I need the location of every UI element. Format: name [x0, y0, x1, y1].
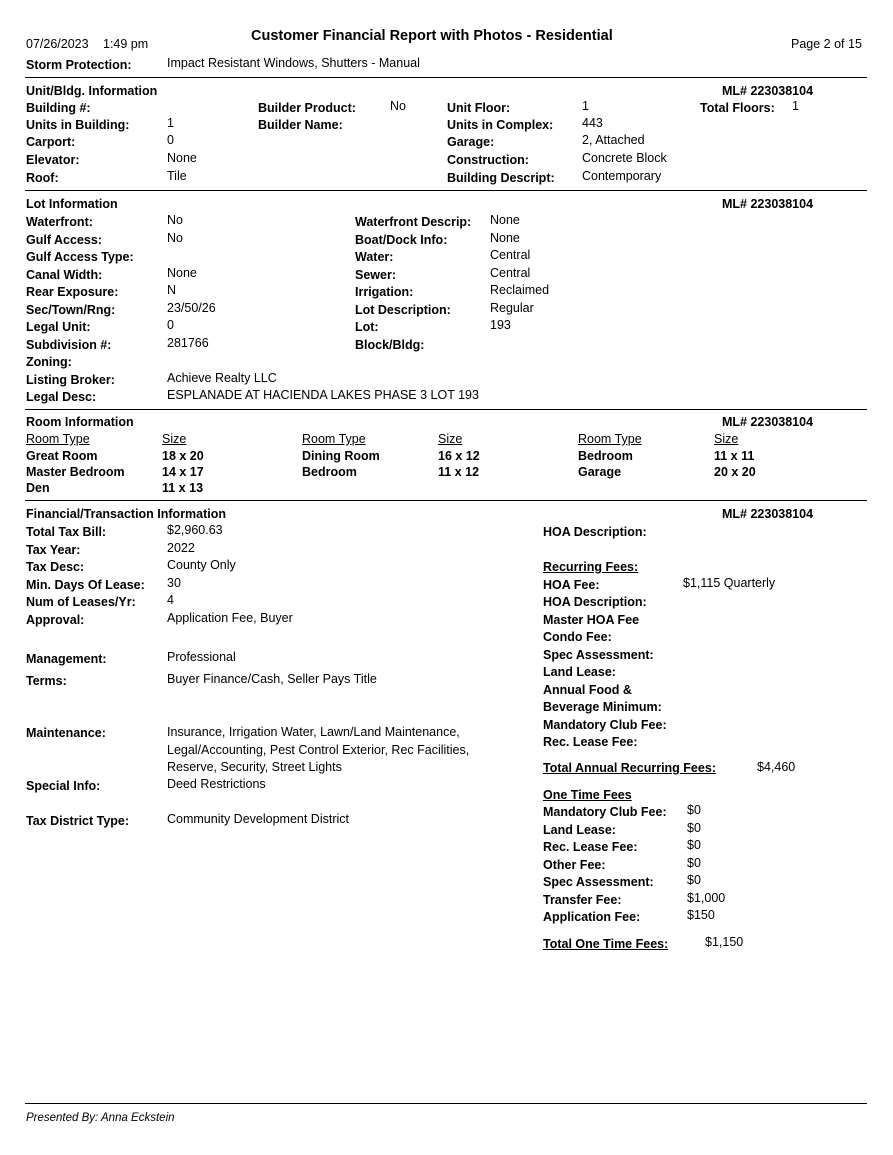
field-value: Central [490, 248, 531, 262]
room-type-header: Room Type [302, 432, 366, 446]
room-type: Den [26, 481, 50, 495]
divider [25, 500, 867, 501]
field-value: ESPLANADE AT HACIENDA LAKES PHASE 3 LOT 193 [167, 388, 479, 402]
field-label: Other Fee: [543, 858, 606, 872]
field-label: Irrigation: [355, 285, 414, 299]
field-label: HOA Description: [543, 525, 647, 539]
field-label: Listing Broker: [26, 373, 115, 387]
field-value: Achieve Realty LLC [167, 371, 277, 385]
field-label: Rec. Lease Fee: [543, 735, 638, 749]
field-label: Canal Width: [26, 268, 103, 282]
field-value: $0 [687, 873, 701, 887]
field-value: Professional [167, 650, 236, 664]
field-label: Tax Year: [26, 543, 81, 557]
field-label: Transfer Fee: [543, 893, 622, 907]
field-label: Spec Assessment: [543, 648, 654, 662]
field-label: Builder Name: [258, 118, 343, 132]
report-time: 1:49 pm [103, 37, 149, 51]
ml-number: ML# 223038104 [722, 415, 814, 429]
divider [25, 77, 867, 78]
room-size-header: Size [438, 432, 463, 446]
field-value: None [167, 266, 197, 280]
total-one-time-value: $1,150 [705, 935, 744, 949]
room-size: 11 x 13 [162, 481, 204, 495]
field-value: 30 [167, 576, 181, 590]
field-label: Num of Leases/Yr: [26, 595, 136, 609]
ml-number: ML# 223038104 [722, 84, 814, 98]
field-value: 1 [792, 99, 799, 113]
field-value: No [167, 231, 183, 245]
field-label: HOA Description: [543, 595, 647, 609]
room-size-header: Size [162, 432, 187, 446]
field-value: $1,000 [687, 891, 726, 905]
field-value: None [167, 151, 197, 165]
field-label: Approval: [26, 613, 85, 627]
field-label: Subdivision #: [26, 338, 112, 352]
field-value: Reclaimed [490, 283, 550, 297]
field-label: Gulf Access Type: [26, 250, 134, 264]
field-value: 2022 [167, 541, 195, 555]
field-label: Terms: [26, 674, 67, 688]
room-size: 11 x 11 [714, 449, 755, 463]
field-value: 0 [167, 133, 174, 147]
room-type: Dining Room [302, 449, 380, 463]
field-value: $2,960.63 [167, 523, 223, 537]
field-label: Management: [26, 652, 107, 666]
room-type-header: Room Type [578, 432, 642, 446]
room-size: 20 x 20 [714, 465, 756, 479]
field-label: Water: [355, 250, 394, 264]
field-value: Deed Restrictions [167, 777, 266, 791]
field-label: Land Lease: [543, 823, 616, 837]
field-value: Reserve, Security, Street Lights [167, 760, 342, 774]
report-date: 07/26/2023 [26, 37, 89, 51]
room-type: Great Room [26, 449, 98, 463]
field-value: Central [490, 266, 531, 280]
report-title: Customer Financial Report with Photos - Residential [251, 28, 613, 44]
field-label: Mandatory Club Fee: [543, 805, 667, 819]
field-value: None [490, 213, 520, 227]
field-value: Regular [490, 301, 534, 315]
storm-protection-label: Storm Protection: [26, 58, 132, 72]
field-value: 23/50/26 [167, 301, 216, 315]
field-label: Min. Days Of Lease: [26, 578, 145, 592]
field-label: Construction: [447, 153, 529, 167]
total-recurring-label: Total Annual Recurring Fees: [543, 761, 716, 775]
field-label: Rec. Lease Fee: [543, 840, 638, 854]
room-type: Bedroom [302, 465, 357, 479]
field-value: No [390, 99, 406, 113]
field-label: Garage: [447, 135, 495, 149]
recurring-fees-header: Recurring Fees: [543, 560, 639, 574]
field-value: $0 [687, 838, 701, 852]
field-value: Contemporary [582, 169, 662, 183]
field-label: Builder Product: [258, 101, 356, 115]
field-value: Application Fee, Buyer [167, 611, 293, 625]
field-value: Legal/Accounting, Pest Control Exterior, Rec Facilities, [167, 743, 470, 757]
field-label: Legal Unit: [26, 320, 91, 334]
field-label: Legal Desc: [26, 390, 97, 404]
field-value: $0 [687, 856, 701, 870]
field-label: Carport: [26, 135, 76, 149]
field-label: Total Tax Bill: [26, 525, 107, 539]
field-value: 443 [582, 116, 603, 130]
room-type: Master Bedroom [26, 465, 125, 479]
field-value: 281766 [167, 336, 209, 350]
field-value: 1 [167, 116, 174, 130]
total-one-time-label: Total One Time Fees: [543, 937, 669, 951]
field-value: Tile [167, 169, 187, 183]
field-label: Units in Building: [26, 118, 130, 132]
field-label: Units in Complex: [447, 118, 554, 132]
field-label: Tax Desc: [26, 560, 85, 574]
field-value: County Only [167, 558, 236, 572]
field-value: None [490, 231, 520, 245]
storm-protection-value: Impact Resistant Windows, Shutters - Manual [167, 56, 420, 70]
field-value: 0 [167, 318, 174, 332]
section-title: Financial/Transaction Information [26, 507, 227, 521]
field-label: Waterfront Descrip: [355, 215, 472, 229]
field-value: $150 [687, 908, 715, 922]
field-value: N [167, 283, 177, 297]
field-label: Condo Fee: [543, 630, 612, 644]
section-title: Unit/Bldg. Information [26, 84, 158, 98]
field-label: Boat/Dock Info: [355, 233, 448, 247]
field-label: Gulf Access: [26, 233, 102, 247]
field-value: Insurance, Irrigation Water, Lawn/Land Maintenance, [167, 725, 460, 739]
field-label: Spec Assessment: [543, 875, 654, 889]
ml-number: ML# 223038104 [722, 507, 814, 521]
room-type: Garage [578, 465, 622, 479]
field-label: Maintenance: [26, 726, 106, 740]
field-value: 2, Attached [582, 133, 645, 147]
field-label: Tax District Type: [26, 814, 130, 828]
field-value: 193 [490, 318, 511, 332]
field-value: Concrete Block [582, 151, 667, 165]
field-label: Building #: [26, 101, 91, 115]
section-title: Lot Information [26, 197, 118, 211]
divider [25, 190, 867, 191]
field-label: Special Info: [26, 779, 101, 793]
room-size: 16 x 12 [438, 449, 480, 463]
field-label: Beverage Minimum: [543, 700, 662, 714]
field-label: Zoning: [26, 355, 72, 369]
field-label: Lot: [355, 320, 379, 334]
room-size: 14 x 17 [162, 465, 204, 479]
field-value: 1 [582, 99, 589, 113]
field-label: Sewer: [355, 268, 396, 282]
room-type-header: Room Type [26, 432, 90, 446]
field-label: HOA Fee: [543, 578, 600, 592]
field-label: Unit Floor: [447, 101, 511, 115]
field-value: $0 [687, 803, 701, 817]
room-type: Bedroom [578, 449, 633, 463]
field-value: 4 [167, 593, 174, 607]
field-label: Mandatory Club Fee: [543, 718, 667, 732]
page-number: Page 2 of 15 [791, 37, 862, 51]
divider [25, 409, 867, 410]
field-value: $0 [687, 821, 701, 835]
field-label: Building Descript: [447, 171, 555, 185]
field-label: Application Fee: [543, 910, 641, 924]
field-label: Annual Food & [543, 683, 632, 697]
field-label: Block/Bldg: [355, 338, 425, 352]
field-value: Buyer Finance/Cash, Seller Pays Title [167, 672, 377, 686]
field-label: Waterfront: [26, 215, 93, 229]
field-label: Lot Description: [355, 303, 451, 317]
room-size: 18 x 20 [162, 449, 204, 463]
room-size: 11 x 12 [438, 465, 480, 479]
one-time-fees-header: One Time Fees [543, 788, 632, 802]
presented-by: Presented By: Anna Eckstein [26, 1112, 175, 1124]
section-title: Room Information [26, 415, 134, 429]
field-label: Sec/Town/Rng: [26, 303, 116, 317]
ml-number: ML# 223038104 [722, 197, 814, 211]
field-value: $1,115 Quarterly [683, 576, 776, 590]
field-value: Community Development District [167, 812, 349, 826]
total-recurring-value: $4,460 [757, 760, 796, 774]
field-value: No [167, 213, 183, 227]
divider [25, 1103, 867, 1104]
field-label: Elevator: [26, 153, 80, 167]
field-label: Rear Exposure: [26, 285, 119, 299]
field-label: Master HOA Fee [543, 613, 640, 627]
field-label: Land Lease: [543, 665, 616, 679]
room-size-header: Size [714, 432, 739, 446]
field-label: Roof: [26, 171, 59, 185]
field-label: Total Floors: [700, 101, 775, 115]
